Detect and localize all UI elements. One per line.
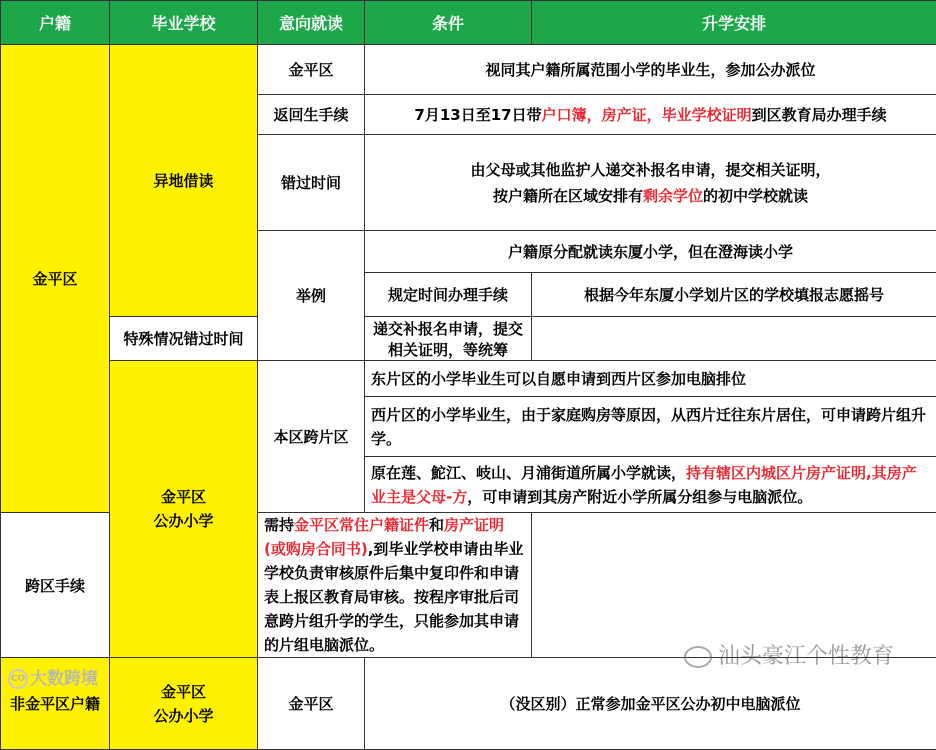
watermark-right: 汕头豪江个性教育 <box>684 639 894 670</box>
district-desc-cell: 需持金平区常住户籍证件和房产证明(或购房合同书),到毕业学校申请由毕业学校负责审核原件后集中复印件和申请表上报区教育局审核。按程序审批后司意跨片组升学的学生，只能参加其申请的片组电脑派位。 <box>258 513 532 658</box>
header-school: 毕业学校 <box>110 1 258 45</box>
cross1-cell: 东片区的小学毕业生可以自愿申请到西片区参加电脑排位 <box>365 361 936 397</box>
intent-jinping-2-cell: 金平区 <box>258 658 365 750</box>
header-condition: 条件 <box>365 1 532 45</box>
cross3-cell: 原在莲、鮀江、岐山、月浦街道所属小学就读，持有辖区内城区片房产证明,其房产业主是父母-方，可申请到其房产附近小学所属分组参与电脑派位。 <box>365 457 936 513</box>
return-desc-cell: 7月13日至17日带户口簿，房产证，毕业学校证明到区教育局办理手续 <box>365 95 936 135</box>
watermark-left: CO 大数跨境 <box>8 664 98 689</box>
brand-logo-icon: CO <box>8 669 28 689</box>
non-desc-cell: （没区别）正常参加金平区公办初中电脑派位 <box>365 658 936 750</box>
header-arrangement: 升学安排 <box>532 1 936 45</box>
school-remote-cell: 异地借读 <box>110 45 258 317</box>
table-row <box>1 658 936 750</box>
header-huji: 户籍 <box>1 1 110 45</box>
missed-desc-cell: 由父母或其他监护人递交补报名申请，提交相关证明， 按户籍所在区域安排有剩余学位的初中学校就读 <box>365 135 936 231</box>
intent-jinping-cell: 金平区 <box>258 45 365 95</box>
wechat-icon <box>684 646 712 668</box>
intent-missed-cell: 错过时间 <box>258 135 365 231</box>
intent-return-cell: 返回生手续 <box>258 95 365 135</box>
header-row <box>1 1 936 45</box>
example-header-cell: 户籍原分配就读东厦小学，但在澄海读小学 <box>365 231 936 273</box>
example-res1-cell: 根据今年东厦小学划片区的学校填报志愿摇号 <box>532 273 936 317</box>
desc-jinping-cell: 视同其户籍所属范围小学的毕业生，参加公办派位 <box>365 45 936 95</box>
table-row <box>1 45 936 95</box>
intent-cross-local-cell: 本区跨片区 <box>258 361 365 513</box>
table-row <box>1 361 936 397</box>
intent-cross-district-cell: 跨区手续 <box>1 513 110 658</box>
school-public-2-cell: 金平区 公办小学 <box>110 658 258 750</box>
table-row <box>1 317 936 361</box>
example-cond2-cell: 特殊情况错过时间 <box>110 317 258 361</box>
example-cond1-cell: 规定时间办理手续 <box>365 273 532 317</box>
example-res2-cell: 递交补报名申请，提交相关证明，等统筹 <box>365 317 532 361</box>
cross2-cell: 西片区的小学毕业生，由于家庭购房等原因，从西片迁往东片居住，可申请跨片组升学。 <box>365 397 936 457</box>
huji-non-cell: 非金平区户籍 <box>1 658 110 750</box>
school-public-cell: 金平区 公办小学 <box>110 361 258 658</box>
huji-jinping-cell: 金平区 <box>1 45 110 513</box>
header-intent: 意向就读 <box>258 1 365 45</box>
intent-example-cell: 举例 <box>258 231 365 361</box>
